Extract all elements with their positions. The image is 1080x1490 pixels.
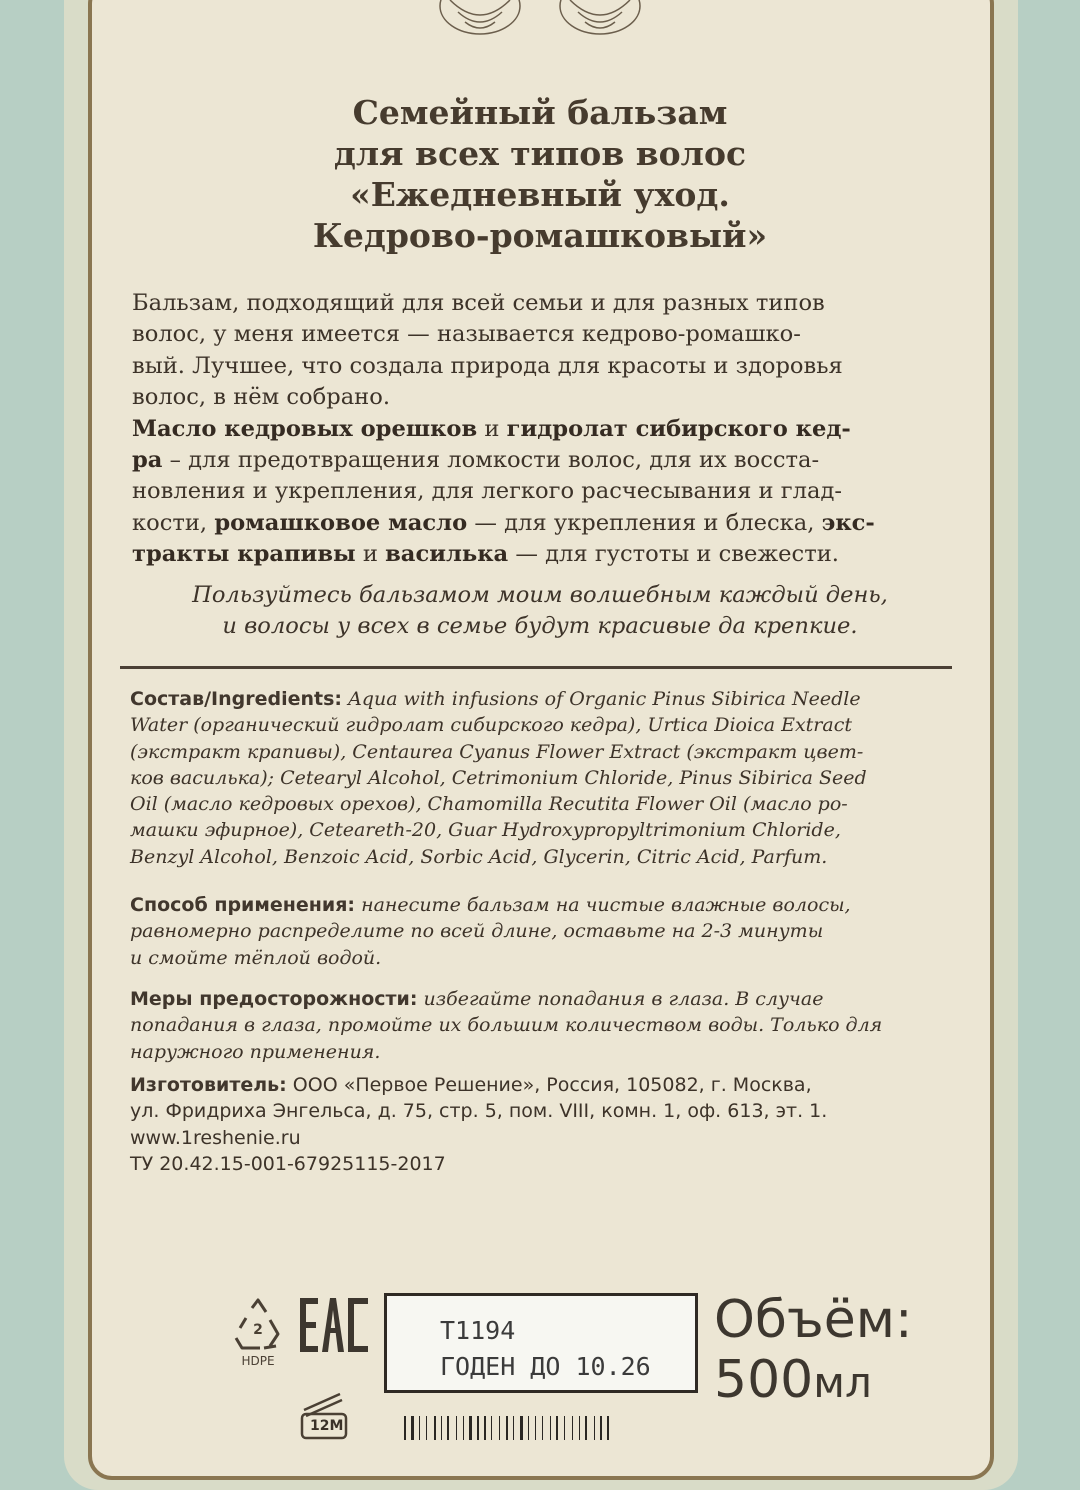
volume-info bbox=[714, 1290, 912, 1422]
manufacturer-section bbox=[130, 1072, 970, 1177]
composition-line bbox=[130, 765, 970, 791]
eac-mark-icon bbox=[298, 1296, 370, 1354]
barcode bbox=[384, 1412, 698, 1440]
composition-line bbox=[130, 712, 970, 738]
description-text: – для предотвращения ломкости волос, для их восста- bbox=[162, 447, 820, 474]
volume-unit: мл bbox=[813, 1358, 872, 1407]
usage-line bbox=[130, 945, 970, 971]
manufacturer-text: ООО «Первое Решение», Россия, 105082, г. Москва, bbox=[286, 1074, 812, 1096]
composition-text: (экстракт крапивы), Centaurea Cyanus Flower Extract (экстракт цвет- bbox=[130, 740, 864, 763]
precautions-line bbox=[130, 1012, 970, 1038]
quote-line: Пользуйтесь бальзамом моим волшебным каждый день, bbox=[192, 582, 888, 608]
pao-period: 12M bbox=[310, 1418, 344, 1434]
description-line bbox=[132, 414, 972, 445]
composition-line bbox=[130, 817, 970, 843]
description-line: волос, у меня имеется — называется кедрово-ромашко- bbox=[132, 321, 801, 348]
precautions-section bbox=[130, 986, 970, 1065]
precautions-text: попадания в глаза, промойте их большим количеством воды. Только для bbox=[130, 1014, 883, 1037]
composition-heading: Состав/Ingredients: bbox=[130, 688, 343, 710]
description-text: — для укрепления и блеска, bbox=[467, 509, 822, 536]
description-text: кости, bbox=[132, 509, 215, 536]
description-line: вый. Лучшее, что создала природа для красоты и здоровья bbox=[132, 352, 843, 379]
description-line: волос, в нём собрано. bbox=[132, 384, 391, 411]
description-line bbox=[132, 445, 972, 476]
description-line: Бальзам, подходящий для всей семьи и для разных типов bbox=[132, 290, 825, 316]
section-divider bbox=[120, 666, 952, 669]
ingredient-highlight: василька bbox=[385, 541, 509, 568]
composition-text: машки эфирное), Ceteareth-20, Guar Hydroxypropyltrimonium Chloride, bbox=[130, 819, 841, 842]
product-title bbox=[120, 92, 960, 256]
composition-text: ков василька); Cetearyl Alcohol, Cetrimonium Chloride, Pinus Sibirica Seed bbox=[130, 766, 867, 789]
usage-text: и смойте тёплой водой. bbox=[130, 946, 382, 969]
precautions-heading: Меры предосторожности: bbox=[130, 988, 418, 1010]
ingredient-highlight: Масло кедровых орешков bbox=[132, 415, 478, 442]
title-line: «Ежедневный уход. bbox=[350, 175, 730, 214]
ingredient-highlight: ромашковое масло bbox=[214, 509, 468, 536]
pine-cones-illustration bbox=[420, 0, 660, 36]
ingredient-highlight: гидролат сибирского кед- bbox=[506, 415, 851, 442]
quote-line: и волосы у всех в семье будут красивые да крепкие. bbox=[222, 613, 858, 639]
composition-line bbox=[130, 844, 970, 870]
description-line bbox=[132, 539, 972, 570]
ingredient-highlight: ра bbox=[132, 447, 163, 474]
composition-section bbox=[130, 686, 970, 870]
ingredient-highlight: тракты крапивы bbox=[132, 541, 356, 568]
description-line bbox=[132, 508, 972, 539]
composition-line bbox=[130, 739, 970, 765]
manufacturer-line bbox=[130, 1072, 970, 1098]
slogan-quote bbox=[120, 580, 960, 642]
title-line: Семейный бальзам bbox=[352, 93, 728, 132]
description-text: и bbox=[477, 415, 507, 442]
usage-text: равномерно распределите по всей длине, оставьте на 2-3 минуты bbox=[130, 920, 824, 943]
description-line: новления и укрепления, для легкого расчесывания и глад- bbox=[132, 478, 842, 505]
composition-text: Oil (масло кедровых орехов), Chamomilla Recutita Flower Oil (масло ро- bbox=[130, 793, 848, 816]
manufacturer-line: ул. Фридриха Энгельса, д. 75, стр. 5, пом. VIII, комн. 1, оф. 613, эт. 1. bbox=[130, 1100, 828, 1123]
manufacturer-website: www.1reshenie.ru bbox=[130, 1126, 301, 1149]
composition-line bbox=[130, 791, 970, 817]
precautions-text: избегайте попадания в глаза. В случае bbox=[417, 988, 824, 1010]
precautions-line bbox=[130, 986, 970, 1012]
manufacturer-heading: Изготовитель: bbox=[130, 1074, 287, 1096]
composition-text: Water (органический гидролат сибирского кедра), Urtica Dioica Extract bbox=[130, 714, 852, 737]
recycle-code: 2 bbox=[253, 1322, 263, 1338]
usage-heading: Способ применения: bbox=[130, 894, 356, 916]
manufacturer-tu: ТУ 20.42.15-001-67925115-2017 bbox=[130, 1152, 446, 1175]
material-code: HDPE bbox=[241, 1354, 275, 1368]
usage-line bbox=[130, 892, 970, 918]
recycle-icon bbox=[230, 1298, 286, 1358]
title-line: Кедрово-ромашковый» bbox=[312, 216, 768, 255]
composition-text: Aqua with infusions of Organic Pinus Sibirica Needle bbox=[342, 688, 861, 710]
volume-label: Объём: bbox=[714, 1290, 913, 1350]
usage-text: нанесите бальзам на чистые влажные волосы, bbox=[355, 894, 851, 916]
composition-text: Benzyl Alcohol, Benzoic Acid, Sorbic Acid, Glycerin, Citric Acid, Parfum. bbox=[130, 845, 828, 868]
usage-section bbox=[130, 892, 970, 971]
volume-value: 500 bbox=[714, 1350, 814, 1410]
title-line: для всех типов волос bbox=[333, 134, 747, 173]
volume-amount bbox=[714, 1350, 912, 1422]
batch-number: T1194 bbox=[440, 1316, 516, 1345]
precautions-line bbox=[130, 1039, 970, 1065]
description-text: — для густоты и свежести. bbox=[508, 541, 839, 568]
composition-line bbox=[130, 686, 970, 712]
product-description bbox=[132, 288, 972, 571]
description-text: и bbox=[355, 541, 386, 568]
ingredient-highlight: экс- bbox=[821, 509, 875, 536]
usage-line bbox=[130, 918, 970, 944]
precautions-text: наружного применения. bbox=[130, 1040, 381, 1063]
expiry-date: ГОДЕН ДО 10.26 bbox=[440, 1352, 651, 1381]
